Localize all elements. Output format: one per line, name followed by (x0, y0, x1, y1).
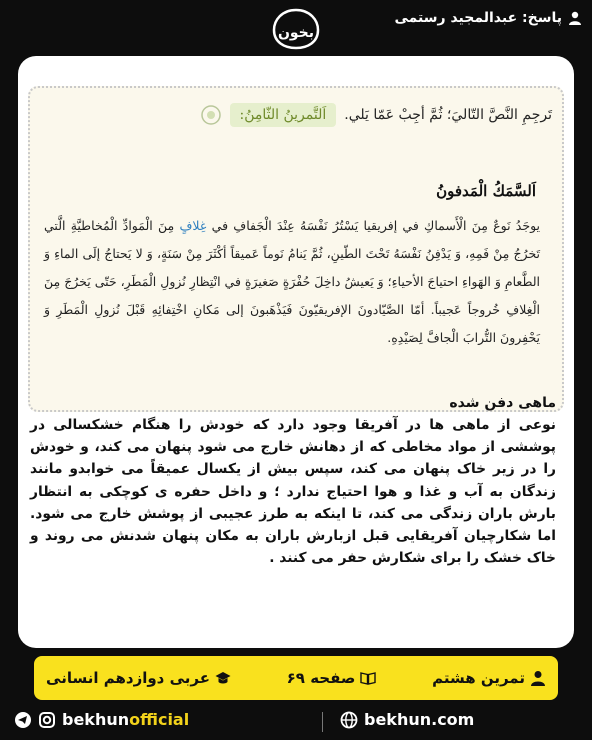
user-icon (568, 11, 582, 25)
exercise-info-text: تمرین هشتم (432, 669, 525, 687)
instagram-icon (38, 711, 56, 729)
telegram-icon (14, 711, 32, 729)
translation-text: نوعی از ماهی ها در آفریقا وجود دارد که خودش را هنگام خشکسالی در پوششی از مواد مخاطی که از دهانش خارج می شود پنهان می کند، و خودش را در زیر خاک پنهان می کند، سپس بیش از یکسال عمیقاً می خوابدو مانند زندگان به آب و غذا و هوا احتیاج ندارد ؛ و داخل حفره ی کوچکی به انتظار بارش باران زندگی می کند، تا اینکه به طرز عجیبی از پوشش خارج می شود. اما شکارچیان آفریقایی قبل ازبارش باران به مکان پنهان شدنش می روند و خاک خشک را برای شکارش حفر می کنند . (30, 417, 556, 567)
textbook-excerpt (28, 86, 564, 412)
logo-text: بخون (277, 25, 315, 41)
handle-suffix: official (129, 710, 190, 729)
exercise-label: اَلتَّمرینُ الثّامِنُ: (230, 103, 337, 127)
graduation-cap-icon (215, 670, 231, 686)
ornament-icon (200, 104, 222, 126)
website-link[interactable] (340, 710, 474, 729)
globe-icon (340, 711, 358, 729)
exercise-instruction: تَرجِمِ النَّصَّ التّاليَ؛ ثُمَّ أجِبْ عَمّا يَلي. (344, 107, 552, 123)
translation-title: ماهی دفن شده (449, 395, 556, 411)
answer-author-text: پاسخ: عبدالمجید رستمی (394, 10, 562, 26)
passage-title: اَلسَّمَكُ الْمَدفونُ (436, 182, 536, 200)
translation-answer (18, 392, 574, 569)
exercise-info (432, 669, 546, 687)
website-text: bekhun.com (364, 710, 475, 729)
answer-author (394, 10, 582, 26)
top-bar (0, 0, 592, 48)
book-icon (360, 670, 376, 686)
footer-divider (322, 712, 323, 732)
user-icon (530, 670, 546, 686)
passage-text (44, 212, 540, 352)
footer (0, 704, 592, 740)
course-info-text: عربی دوازدهم انسانی (46, 669, 210, 687)
content-card (18, 56, 574, 687)
social-handle[interactable] (14, 710, 189, 729)
passage-part-1: يوجَدُ نَوعٌ مِنَ الْأَسماكِ في إفريقيا يَسْتُرُ نَفْسَهُ عِنْدَ الْجَفافِ في (206, 218, 541, 233)
bekhun-logo (270, 6, 322, 52)
course-info (46, 669, 231, 687)
passage-glossary-word: غِلافٍ (179, 218, 207, 233)
page-info (287, 669, 377, 687)
lesson-info-bar (34, 656, 558, 700)
handle-prefix: bekhun (62, 710, 130, 729)
page-info-text: صفحه ۶۹ (286, 669, 356, 687)
exercise-header (200, 98, 552, 132)
passage-part-2: مِنَ الْمَوادِّ الْمُخاطيَّةِ الَّتي تَخرُجُ مِنْ فَمِهِ، وَ يَدْفِنُ نَفْسَهُ تَحْتَ الطّينِ، ثُمَّ يَنامُ نَوماً عَميقاً أكْثَرَ مِنْ سَنَةٍ، وَ لا يَحتاجُ إلَى الماءِ وَ الطَّعامِ وَ الهَواءِ احتياجَ الأحياءِ؛ وَ يَعيشُ داخِلَ حُفْرَةٍ صَغيرَةٍ في انْتِظارِ نُزولِ الْمَطَرِ، حَتّى يَخرُجَ مِنَ الْغِلافِ خُروجاً عَجيباً. أمّا الصَّيّادونَ الإفريقيّونَ فَيَذْهَبونَ إلى مَكانِ اخْتِفائِهِ قَبْلَ نُزولِ الْمَطَرِ وَ يَحْفِرونَ التُّرابَ الْجافَّ لِصَيْدِهِ. (44, 218, 540, 345)
